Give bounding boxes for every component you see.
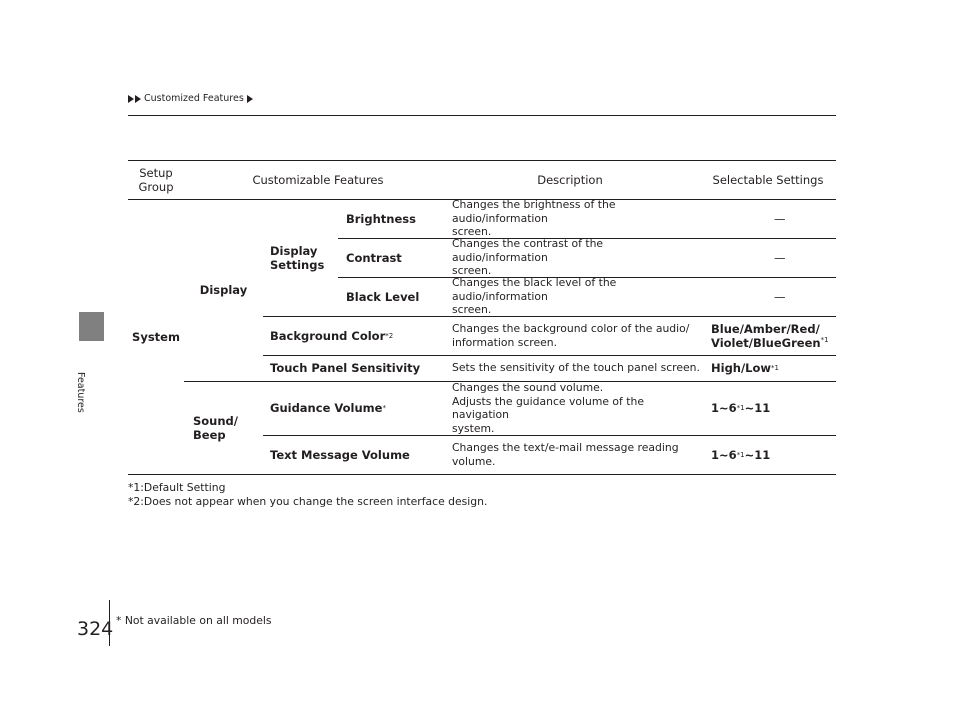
settings-text: ~11 bbox=[744, 401, 771, 415]
subgroup-sound-beep: Sound/ Beep bbox=[193, 413, 238, 442]
desc-contrast: Changes the contrast of the audio/information screen. bbox=[452, 237, 604, 278]
desc-brightness: Changes the brightness of the audio/information screen. bbox=[452, 198, 616, 239]
settings-text-message-volume: 1~6 *1 ~11 bbox=[711, 447, 771, 462]
header-customizable-features: Customizable Features bbox=[252, 172, 384, 187]
settings-contrast: — bbox=[774, 250, 786, 265]
settings-brightness: — bbox=[774, 211, 786, 226]
settings-text: 1~6 bbox=[711, 401, 737, 415]
models-note: * Not available on all models bbox=[116, 614, 272, 627]
footer-divider bbox=[109, 600, 110, 646]
page-number: 324 bbox=[77, 618, 114, 640]
feature-label: Background Color bbox=[270, 328, 386, 343]
section-label: Features bbox=[75, 372, 86, 413]
settings-background-color bbox=[711, 316, 836, 355]
desc-background-color: Changes the background color of the audio/ information screen. bbox=[452, 322, 690, 349]
desc-black-level: Changes the black level of the audio/information screen. bbox=[452, 276, 617, 317]
subgroup-display: Display bbox=[199, 283, 248, 297]
subgroup-display-settings: Display Settings bbox=[270, 243, 325, 272]
double-arrow-icon bbox=[128, 95, 141, 103]
settings-line: Blue/Amber/Red/ bbox=[711, 321, 820, 336]
settings-touch-panel: High/Low *1 bbox=[711, 361, 780, 375]
settings-text: Violet/BlueGreen bbox=[711, 335, 821, 350]
settings-guidance-volume: 1~6 *1 ~11 bbox=[711, 401, 771, 415]
desc-text-message-volume: Changes the text/e-mail message reading volume. bbox=[452, 441, 679, 468]
footnote-screen-design: *2:Does not appear when you change the screen interface design. bbox=[128, 495, 488, 508]
settings-line bbox=[711, 336, 829, 350]
feature-guidance-volume: Guidance Volume * bbox=[270, 401, 386, 415]
feature-brightness: Brightness bbox=[346, 211, 416, 226]
feature-background-color: Background Color *2 bbox=[270, 328, 394, 343]
desc-guidance-volume: Changes the sound volume. Adjusts the guidance volume of the navigation system. bbox=[452, 381, 644, 435]
header-setup-group: Setup Group bbox=[138, 165, 174, 194]
header-selectable-settings: Selectable Settings bbox=[712, 172, 824, 187]
footnote-default-setting: *1:Default Setting bbox=[128, 481, 226, 494]
group-system: System bbox=[132, 329, 180, 344]
arrow-icon bbox=[247, 95, 253, 103]
feature-black-level: Black Level bbox=[346, 289, 420, 304]
settings-text: 1~6 bbox=[711, 447, 737, 462]
settings-black-level: — bbox=[774, 289, 786, 304]
feature-text-message-volume: Text Message Volume bbox=[270, 447, 410, 462]
feature-touch-panel: Touch Panel Sensitivity bbox=[270, 361, 421, 375]
header-rule bbox=[128, 115, 836, 116]
settings-text: ~11 bbox=[744, 447, 771, 462]
footnote-ref: *1 bbox=[820, 335, 829, 344]
breadcrumb-label[interactable]: Customized Features bbox=[144, 93, 244, 104]
feature-contrast: Contrast bbox=[346, 250, 402, 265]
desc-touch-panel: Sets the sensitivity of the touch panel screen. bbox=[452, 361, 700, 375]
feature-label: Guidance Volume bbox=[270, 401, 383, 415]
section-tab-marker bbox=[79, 312, 104, 341]
table-bottom-rule bbox=[128, 474, 836, 475]
header-description: Description bbox=[537, 172, 603, 187]
breadcrumb bbox=[128, 93, 253, 104]
settings-text: High/Low bbox=[711, 361, 772, 375]
